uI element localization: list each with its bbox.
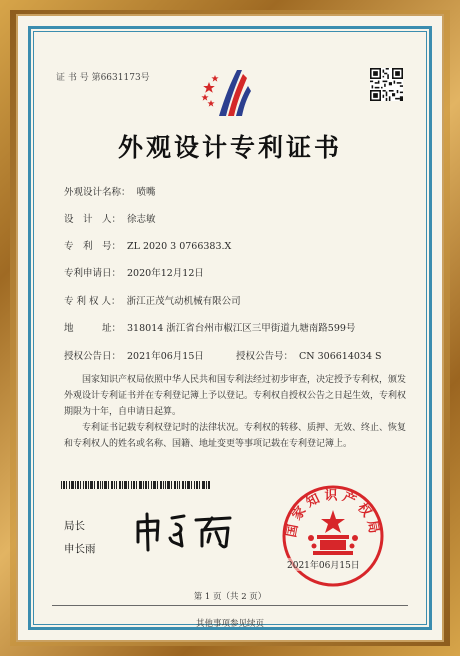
footer-divider	[52, 605, 408, 606]
director-title: 局长	[64, 520, 85, 532]
patent-number-value: ZL 2020 3 0766383.X	[127, 241, 232, 252]
patent-office-emblem-icon	[195, 64, 259, 122]
seal-date: 2021年06月15日	[287, 558, 360, 571]
address-value: 318014 浙江省台州市椒江区三甲街道九塘南路599号	[127, 323, 356, 334]
grant-number-value: CN 306614034 S	[299, 351, 382, 362]
patentee-label: 专 利 权 人：	[64, 296, 121, 307]
certificate-number: 证 书 号 第6631173号	[56, 73, 150, 83]
design-name-value: 喷嘴	[136, 187, 156, 198]
designer-label: 设 计 人：	[64, 214, 122, 225]
official-seal-icon	[280, 483, 386, 589]
barcode-icon	[61, 481, 211, 489]
page-indicator: 第 1 页（共 2 页）	[193, 592, 267, 602]
certificate-paragraph-legal-status: 专利证书记载专利权登记时的法律状况。专利权的转移、质押、无效、终止、恢复和专利权人的姓名或名称、国籍、地址变更等事项记载在专利登记簿上。	[64, 423, 407, 449]
field-patent-number	[64, 238, 231, 252]
field-address	[64, 320, 355, 334]
field-filing-date	[64, 265, 204, 279]
field-grant-number	[236, 348, 382, 362]
svg-text:国家知识产权局: 国家知识产权局	[284, 488, 382, 539]
designer-value: 徐志敏	[127, 214, 156, 225]
field-patentee	[64, 293, 241, 307]
grant-date-label: 授权公告日：	[64, 351, 122, 362]
patentee-value: 浙江正茂气动机械有限公司	[126, 296, 241, 307]
patent-number-label: 专 利 号：	[64, 241, 122, 252]
director-name: 申长雨	[64, 543, 96, 555]
certificate-title: 外观设计专利证书	[117, 133, 342, 162]
certificate-paragraph-grant: 国家知识产权局依照中华人民共和国专利法经过初步审查，决定授予专利权，颁发外观设计专利证书并在专利登记簿上予以登记。专利权自授权公告之日起生效，专利权期限为十年，自申请日起算。	[64, 375, 407, 417]
qr-code-icon	[370, 68, 403, 101]
field-design-name	[64, 184, 156, 198]
filing-date-value: 2020年12月12日	[127, 268, 204, 279]
field-designer	[64, 211, 156, 225]
design-name-label: 外观设计名称：	[64, 187, 131, 198]
footer-note: 其他事项参见续页	[195, 619, 264, 629]
director-signature	[132, 508, 248, 552]
filing-date-label: 专利申请日：	[64, 268, 122, 279]
grant-number-label: 授权公告号：	[236, 351, 294, 362]
grant-date-value: 2021年06月15日	[127, 351, 204, 362]
address-label: 地 址：	[64, 323, 122, 334]
field-grant-date	[64, 348, 204, 362]
